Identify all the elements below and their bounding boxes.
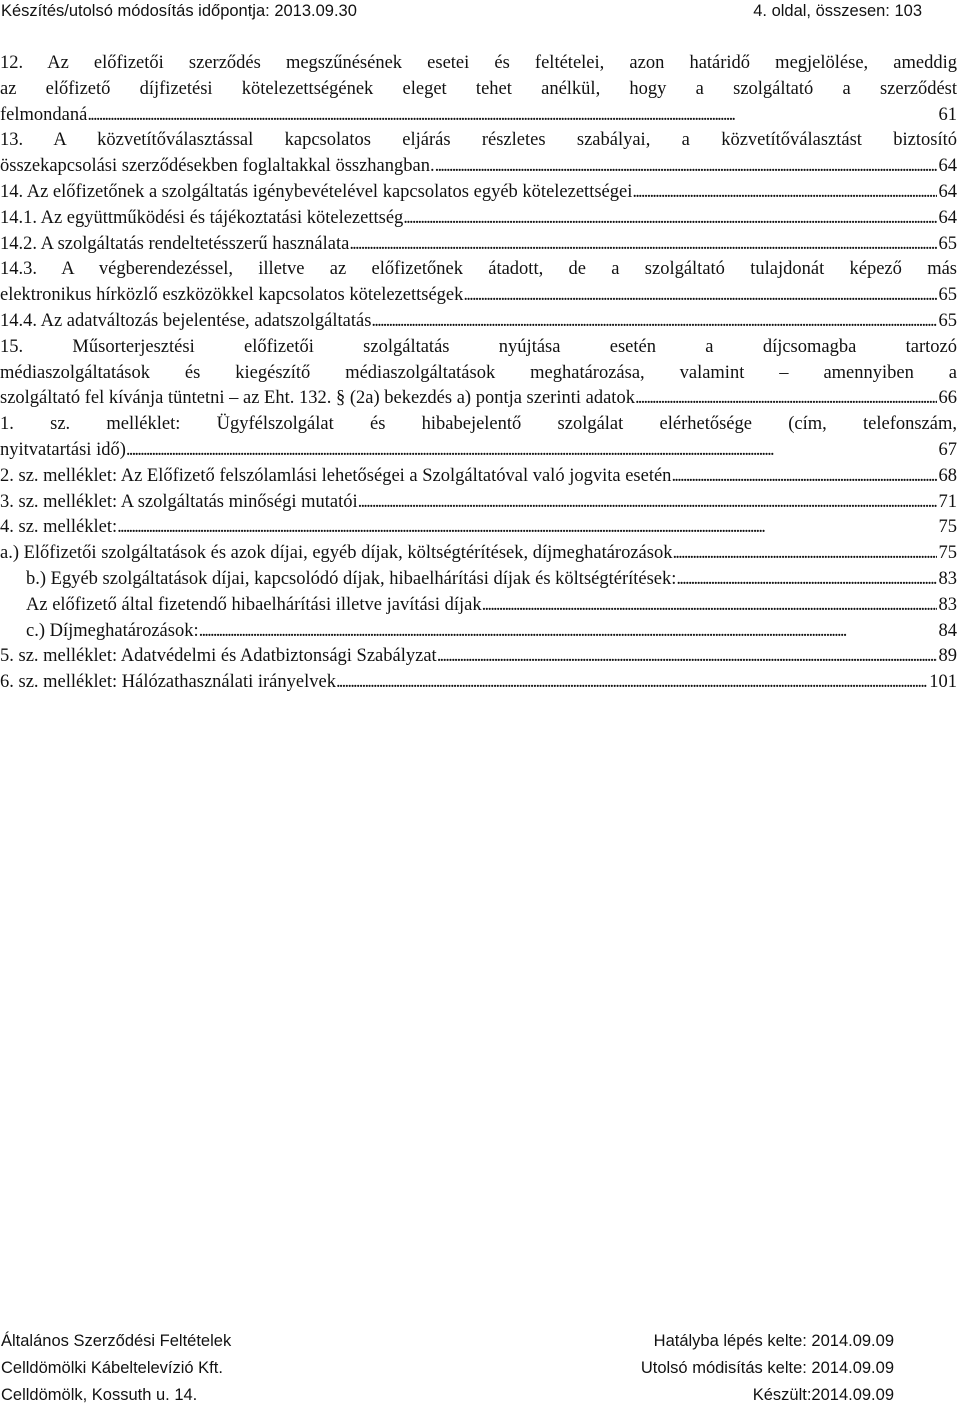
toc-page-number: 101 bbox=[929, 672, 957, 693]
toc-entry-text: az előfizető díjfizetési kötelezettségének eleget tehet anélkül, hogy a szolgáltató a szerződést bbox=[0, 78, 957, 99]
toc-entry-text: nyitvatartási idő) bbox=[0, 439, 126, 460]
toc-entry-annex-3[interactable] bbox=[0, 490, 957, 516]
toc-entry-15[interactable] bbox=[0, 335, 957, 412]
toc-page-number: 66 bbox=[938, 388, 957, 409]
toc-entry-text: Az előfizető által fizetendő hibaelhárítási illetve javítási díjak bbox=[26, 594, 482, 615]
dot-leader bbox=[117, 515, 936, 541]
dot-leader bbox=[635, 386, 937, 412]
page-header bbox=[0, 0, 960, 28]
toc-entry-text: 3. sz. melléklet: A szolgáltatás minőségi mutatói bbox=[0, 491, 358, 512]
dot-leader bbox=[336, 670, 927, 696]
toc-entry-text: c.) Díjmeghatározások: bbox=[26, 620, 199, 641]
dot-leader bbox=[437, 644, 937, 670]
toc-page-number: 65 bbox=[938, 233, 957, 254]
toc-entry-text: 14.2. A szolgáltatás rendeltetésszerű használata bbox=[0, 233, 350, 254]
dot-leader bbox=[435, 154, 937, 180]
toc-entry-annex-4[interactable] bbox=[0, 515, 957, 541]
toc-entry-text: 15. Műsorterjesztési előfizetői szolgáltatás nyújtása esetén a díjcsomagba tartozó bbox=[0, 336, 957, 357]
toc-page-number: 61 bbox=[938, 104, 957, 125]
toc-entry-text: felmondaná bbox=[0, 104, 88, 125]
toc-entry-text: 14. Az előfizetőnek a szolgáltatás igénybevételével kapcsolatos egyéb kötelezettségei bbox=[0, 181, 633, 202]
toc-entry-annex-4-b[interactable] bbox=[0, 567, 957, 593]
toc-entry-text: 14.4. Az adatváltozás bejelentése, adatszolgáltatás bbox=[0, 310, 372, 331]
header-page-count: 4. oldal, összesen: 103 bbox=[753, 2, 922, 20]
toc-entry-annex-4-b-repair[interactable] bbox=[0, 593, 957, 619]
toc-entry-text: a.) Előfizetői szolgáltatások és azok díjai, egyéb díjak, költségtérítések, díjmeghatározások bbox=[0, 543, 673, 564]
footer-company-address: Celldömölk, Kossuth u. 14. bbox=[1, 1386, 198, 1404]
toc-page-number: 67 bbox=[938, 439, 957, 460]
dot-leader bbox=[463, 283, 936, 309]
toc-page-number: 64 bbox=[938, 156, 957, 177]
footer-effective-date: Hatályba lépés kelte: 2014.09.09 bbox=[653, 1332, 894, 1350]
footer-created-date: Készült:2014.09.09 bbox=[752, 1386, 894, 1404]
dot-leader bbox=[482, 593, 937, 619]
toc-entry-annex-1[interactable] bbox=[0, 412, 957, 464]
dot-leader bbox=[632, 180, 936, 206]
toc-entry-annex-4-a[interactable] bbox=[0, 541, 957, 567]
toc-entry-text: 14.3. A végberendezéssel, illetve az előfizetőnek átadott, de a szolgáltató tulajdonát képező más bbox=[0, 259, 957, 280]
toc-entry-annex-6[interactable] bbox=[0, 670, 957, 696]
toc-page-number: 65 bbox=[938, 285, 957, 306]
toc-entry-text: 4. sz. melléklet: bbox=[0, 517, 118, 538]
dot-leader bbox=[672, 541, 936, 567]
toc-entry-text: 5. sz. melléklet: Adatvédelmi és Adatbiztonsági Szabályzat bbox=[0, 646, 437, 667]
toc-entry-text: 12. Az előfizetői szerződés megszűnésének esetei és feltételei, azon határidő megjelölése, ameddig bbox=[0, 53, 957, 73]
toc-entry-14-3[interactable] bbox=[0, 257, 957, 309]
toc-entry-annex-4-c[interactable] bbox=[0, 619, 957, 645]
toc-page-number: 71 bbox=[938, 491, 957, 512]
footer-company-name: Celldömölki Kábeltelevízió Kft. bbox=[1, 1359, 223, 1377]
dot-leader bbox=[349, 232, 936, 258]
dot-leader bbox=[199, 619, 937, 645]
toc-entry-annex-2[interactable] bbox=[0, 464, 957, 490]
toc-page-number: 75 bbox=[938, 517, 957, 538]
toc-entry-text: 2. sz. melléklet: Az Előfizető felszólamlási lehetőségei a Szolgáltatóval való jogvita esetén bbox=[0, 465, 672, 486]
toc-entry-14-1[interactable] bbox=[0, 206, 957, 232]
toc-page-number: 68 bbox=[938, 465, 957, 486]
dot-leader bbox=[358, 490, 937, 516]
toc-page-number: 84 bbox=[938, 620, 957, 641]
toc-page-number: 75 bbox=[938, 543, 957, 564]
dot-leader bbox=[371, 309, 936, 335]
footer-document-name: Általános Szerződési Feltételek bbox=[1, 1332, 232, 1350]
dot-leader bbox=[671, 464, 936, 490]
dot-leader bbox=[403, 206, 936, 232]
toc-page-number: 83 bbox=[938, 594, 957, 615]
toc-page-number: 89 bbox=[938, 646, 957, 667]
toc-entry-text: 13. A közvetítőválasztással kapcsolatos eljárás részletes szabályai, a közvetítőválasztást biztosító bbox=[0, 130, 957, 151]
toc-entry-annex-5[interactable] bbox=[0, 644, 957, 670]
toc-entry-14-4[interactable] bbox=[0, 309, 957, 335]
toc-page-number: 65 bbox=[938, 310, 957, 331]
dot-leader bbox=[87, 103, 936, 129]
toc-entry-text: 14.1. Az együttműködési és tájékoztatási kötelezettség bbox=[0, 207, 404, 228]
toc-entry-text: szolgáltató fel kívánja tüntetni – az Eht. 132. § (2a) bekezdés a) pontja szerinti adatok bbox=[0, 388, 635, 409]
toc-entry-text: médiaszolgáltatások és kiegészítő médiaszolgáltatások meghatározása, valamint – amennyiben a bbox=[0, 362, 957, 383]
toc-entry-12[interactable] bbox=[0, 51, 957, 128]
toc-entry-14[interactable] bbox=[0, 180, 957, 206]
toc-entry-text: 1. sz. melléklet: Ügyfélszolgálat és hibabejelentő szolgálat elérhetősége (cím, telefonszám, bbox=[0, 414, 957, 435]
toc-entry-13[interactable] bbox=[0, 128, 957, 180]
toc-page-number: 64 bbox=[938, 181, 957, 202]
toc-entry-text: elektronikus hírközlő eszközökkel kapcsolatos kötelezettségek bbox=[0, 285, 464, 306]
footer-last-modified-date: Utolsó módisítás kelte: 2014.09.09 bbox=[640, 1359, 894, 1377]
table-of-contents bbox=[0, 51, 957, 696]
toc-page-number: 83 bbox=[938, 568, 957, 589]
toc-entry-text: b.) Egyéb szolgáltatások díjai, kapcsolódó díjak, hibaelhárítási díjak és költségtérítések: bbox=[26, 568, 677, 589]
dot-leader bbox=[126, 438, 937, 464]
toc-page-number: 64 bbox=[938, 207, 957, 228]
toc-entry-14-2[interactable] bbox=[0, 232, 957, 258]
toc-entry-text: 6. sz. melléklet: Hálózathasználati irányelvek bbox=[0, 672, 336, 693]
page-footer bbox=[0, 1328, 960, 1419]
dot-leader bbox=[676, 567, 936, 593]
toc-entry-text: összekapcsolási szerződésekben foglaltakkal összhangban. bbox=[0, 156, 435, 177]
header-modification-date: Készítés/utolsó módosítás időpontja: 2013.09.30 bbox=[1, 2, 357, 20]
